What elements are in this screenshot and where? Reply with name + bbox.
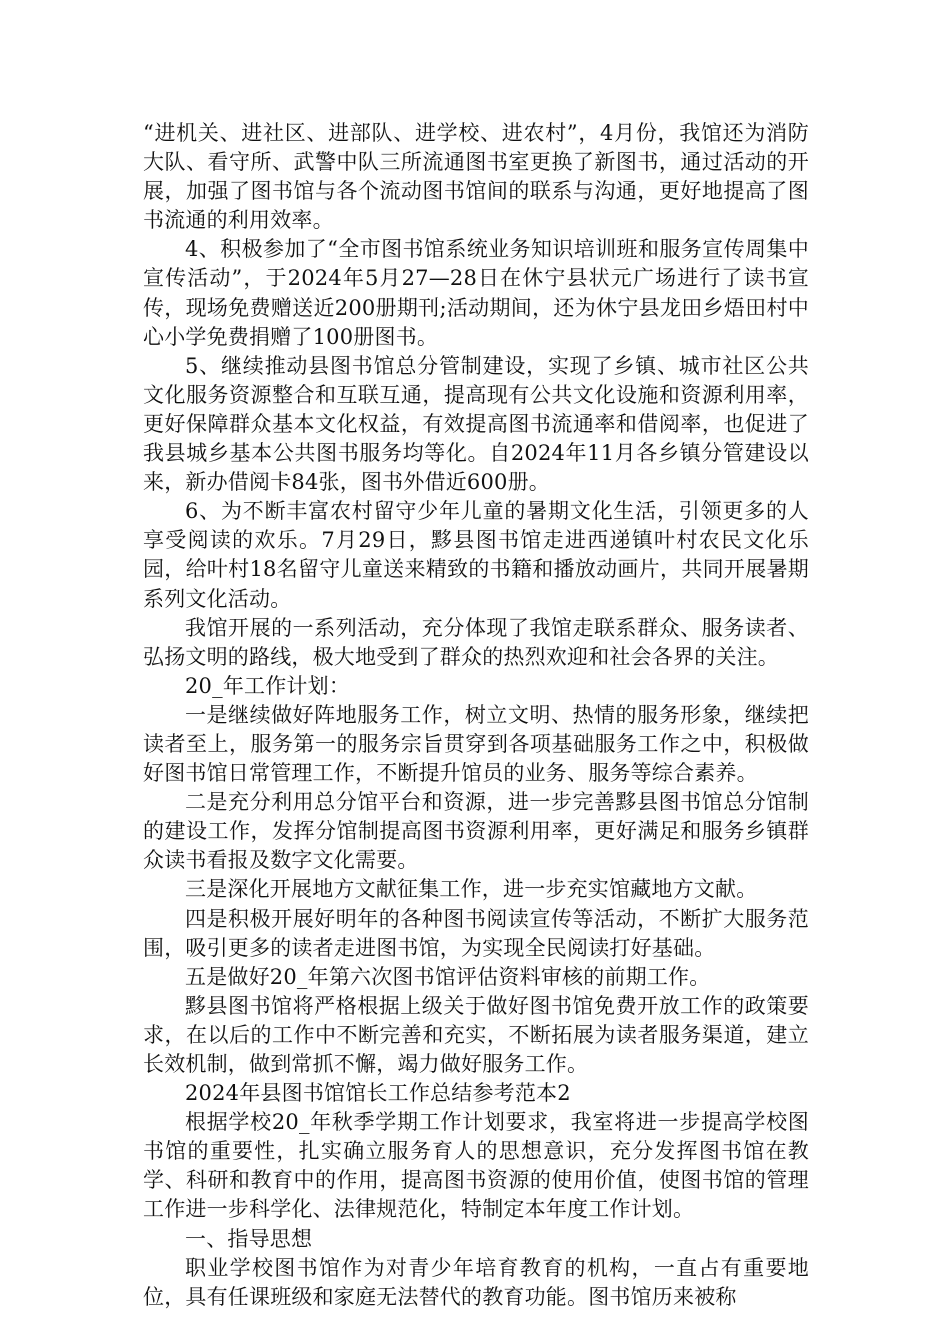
- paragraph-plan-2: 二是充分利用总分馆平台和资源，进一步完善黟县图书馆总分馆制的建设工作，发挥分馆制提高图书资源利用率，更好满足和服务乡镇群众读书看报及数字文化需要。: [143, 790, 809, 873]
- paragraph-intro-sample-2: 根据学校20_年秋季学期工作计划要求，我室将进一步提高学校图书馆的重要性，扎实确立服务育人的思想意识，充分发挥图书馆在教学、科研和教育中的作用，提高图书资源的使用价值，使图书馆的管理工作进一步科学化、法律规范化，特制定本年度工作计划。: [143, 1110, 809, 1222]
- paragraph-outreach-continued: “进机关、进社区、进部队、进学校、进农村”，4月份，我馆还为消防大队、看守所、武警中队三所流通图书室更换了新图书，通过活动的开展，加强了图书馆与各个流动图书馆间的联系与沟通，更好地提高了图书流通的利用效率。: [143, 121, 809, 233]
- paragraph-plan-4: 四是积极开展好明年的各种图书阅读宣传等活动，不断扩大服务范围，吸引更多的读者走进图书馆，为实现全民阅读打好基础。: [143, 906, 809, 960]
- paragraph-closing: 黟县图书馆将严格根据上级关于做好图书馆免费开放工作的政策要求，在以后的工作中不断完善和充实，不断拓展为读者服务渠道，建立长效机制，做到常抓不懈，竭力做好服务工作。: [143, 993, 809, 1076]
- section-title-sample-2: 2024年县图书馆馆长工作总结参考范本2: [185, 1081, 571, 1106]
- paragraph-item-6: 6、为不断丰富农村留守少年儿童的暑期文化生活，引领更多的人享受阅读的欢乐。7月29日，黟县图书馆走进西递镇叶村农民文化乐园，给叶村18名留守儿童送来精致的书籍和播放动画片，共同开展暑期系列文化活动。: [143, 499, 809, 611]
- paragraph-summary: 我馆开展的一系列活动，充分体现了我馆走联系群众、服务读者、弘扬文明的路线，极大地受到了群众的热烈欢迎和社会各界的关注。: [143, 615, 809, 669]
- document-body: [143, 119, 809, 1312]
- section-heading-work-plan: 20_年工作计划：: [185, 673, 351, 698]
- paragraph-item-5: 5、继续推动县图书馆总分管制建设，实现了乡镇、城市社区公共文化服务资源整合和互联互通，提高现有公共文化设施和资源利用率，更好保障群众基本文化权益，有效提高图书流通率和借阅率，也促进了我县城乡基本公共图书服务均等化。自2024年11月各乡镇分管建设以来，新办借阅卡84张，图书外借近600册。: [143, 353, 809, 495]
- paragraph-item-4: 4、积极参加了“全市图书馆系统业务知识培训班和服务宣传周集中宣传活动”，于2024年5月27—28日在休宁县状元广场进行了读书宣传，现场免费赠送近200册期刊;活动期间，还为休宁县龙田乡焐田村中心小学免费捐赠了100册图书。: [143, 237, 809, 349]
- section-heading-guiding-thought: 一、指导思想: [185, 1226, 313, 1251]
- paragraph-guiding-thought: 职业学校图书馆作为对青少年培育教育的机构，一直占有重要地位，具有任课班级和家庭无法替代的教育功能。图书馆历来被称: [143, 1255, 809, 1309]
- paragraph-plan-5: 五是做好20_年第六次图书馆评估资料审核的前期工作。: [185, 964, 711, 989]
- paragraph-plan-1: 一是继续做好阵地服务工作，树立文明、热情的服务形象，继续把读者至上，服务第一的服务宗旨贯穿到各项基础服务工作之中，积极做好图书馆日常管理工作，不断提升馆员的业务、服务等综合素养。: [143, 702, 809, 786]
- paragraph-plan-3: 三是深化开展地方文献征集工作，进一步充实馆藏地方文献。: [185, 877, 758, 902]
